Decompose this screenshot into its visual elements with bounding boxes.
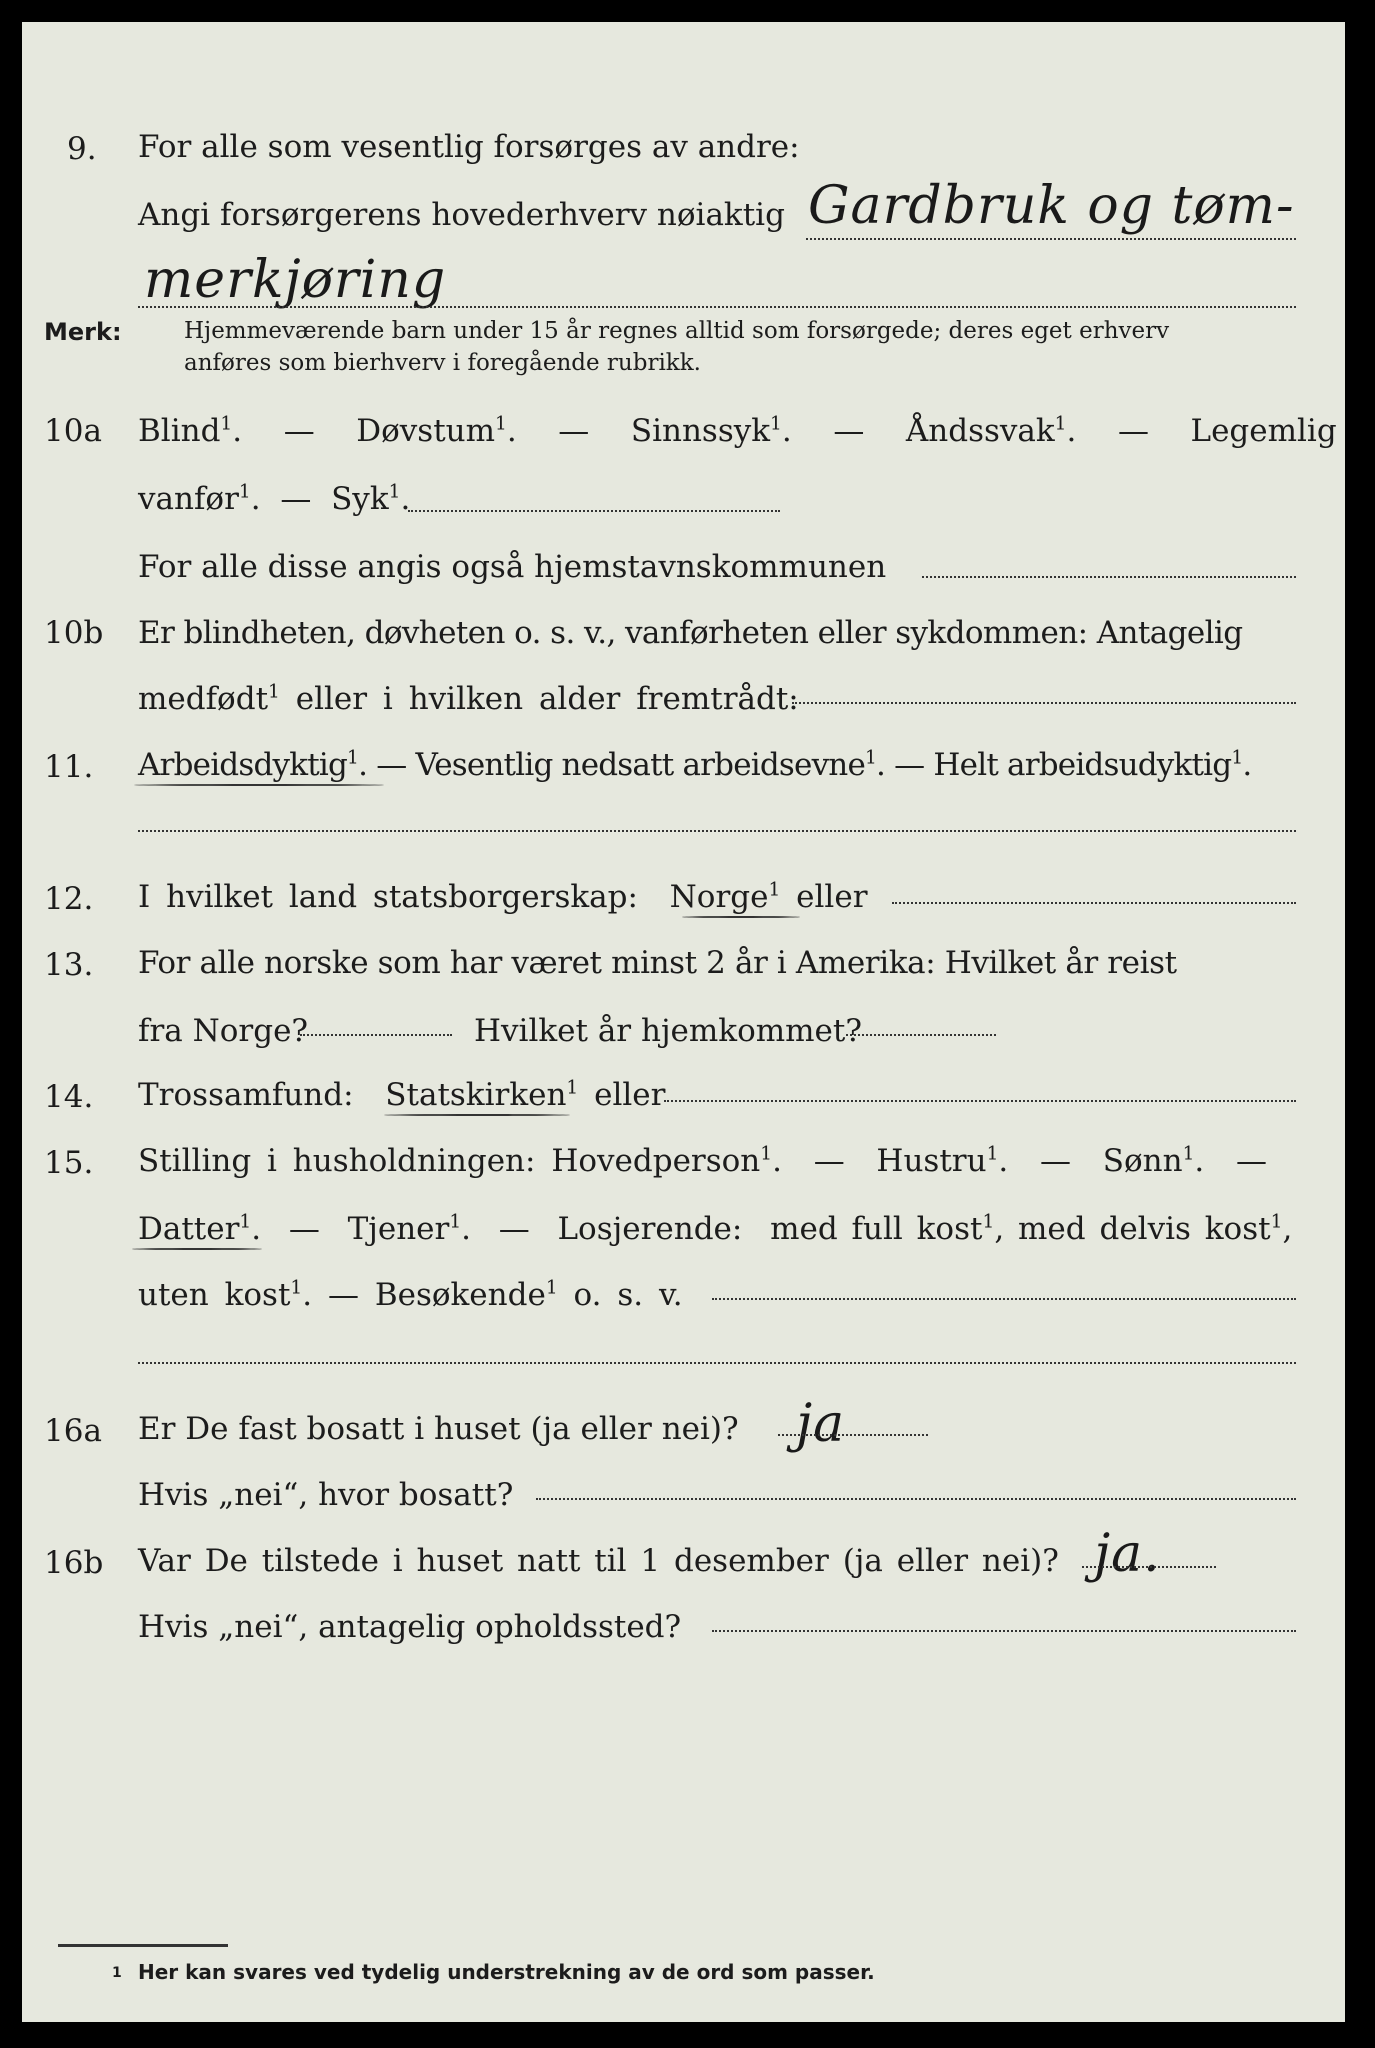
- q16b-number: 16b: [44, 1545, 104, 1581]
- q9-handwritten-answer-1: Gardbruk og tøm-: [808, 176, 1295, 236]
- q15-answer-line-1: [712, 1298, 1296, 1300]
- q15-answer-line-2: [138, 1362, 1296, 1364]
- q15-line3: uten kost$^1$. — Besøkende$^1$ o. s. v.: [138, 1277, 683, 1313]
- q13-line2a: fra Norge?: [138, 1013, 309, 1049]
- option-datter: Datter: [138, 1211, 240, 1247]
- q9-line1: For alle som vesentlig forsørges av andre:: [138, 129, 800, 165]
- q11-answer-line: [138, 830, 1296, 832]
- q9-answer-line-1: [806, 238, 1296, 240]
- q10a-line2: vanfør$^1$. — Syk$^1$.: [138, 481, 411, 517]
- q10b-line1: Er blindheten, døvheten o. s. v., vanførheten eller sykdommen: Antagelig: [138, 615, 1243, 651]
- q12-line: I hvilket land statsborgerskap: Norge$^1$ eller: [138, 879, 868, 915]
- q10a-line3: For alle disse angis også hjemstavnskommunen: [138, 549, 887, 585]
- option-syk: Syk: [331, 481, 389, 517]
- q14-answer-line: [664, 1100, 1296, 1102]
- q9-handwritten-answer-2: merkjøring: [144, 250, 447, 310]
- q14-number: 14.: [44, 1079, 94, 1115]
- q11-number: 11.: [44, 749, 94, 785]
- option-tjener: Tjener: [347, 1211, 450, 1247]
- q13-hjemkommet-line: [846, 1034, 996, 1036]
- q16a-handwritten-answer: ja: [796, 1394, 846, 1454]
- q16b-opholdssted-line: [712, 1630, 1296, 1632]
- q12-number: 12.: [44, 881, 94, 917]
- q11-line1: Arbeidsdyktig$^1$. — Vesentlig nedsatt arbeidsevne$^1$. — Helt arbeidsudyktig$^1$.: [138, 747, 1252, 783]
- option-vanfor: vanfør: [138, 481, 239, 517]
- q13-reist-line: [300, 1034, 452, 1036]
- option-statskirken: Statskirken: [385, 1077, 567, 1113]
- census-form-page: [22, 22, 1345, 2022]
- q10a-line1: Blind$^1$. — Døvstum$^1$. — Sinnssyk$^1$. — Åndssvak$^1$. — Legemlig: [138, 413, 1337, 449]
- option-besokende: Besøkende: [374, 1277, 546, 1313]
- q10b-answer-line: [792, 702, 1296, 704]
- footnote-text: Her kan svares ved tydelig understrekning av de ord som passer.: [138, 1960, 875, 1984]
- option-hustru: Hustru: [876, 1143, 987, 1179]
- q10b-line2: medfødt$^1$ eller i hvilken alder fremtrådt:: [138, 681, 799, 717]
- footnote-mark: 1: [112, 1965, 122, 1981]
- statskirken-underline: [384, 1114, 570, 1116]
- q15-number: 15.: [44, 1145, 94, 1181]
- arbeidsdyktig-underline: [134, 784, 384, 786]
- datter-underline: [132, 1248, 262, 1250]
- q16b-line1: Var De tilstede i huset natt til 1 desember (ja eller nei)?: [138, 1543, 1059, 1579]
- option-helt-arbeidsudyktig: Helt arbeidsudyktig: [933, 747, 1232, 783]
- q13-line2b: Hvilket år hjemkommet?: [474, 1013, 862, 1049]
- q16b-line2: Hvis „nei“, antagelig opholdssted?: [138, 1609, 682, 1645]
- merk-line1: Hjemmeværende barn under 15 år regnes alltid som forsørgede; deres eget erhverv: [184, 318, 1170, 344]
- option-dovstum: Døvstum: [356, 413, 496, 449]
- option-hovedperson: Hovedperson: [551, 1143, 761, 1179]
- q10a-hjemstavn-line: [922, 576, 1296, 578]
- q9-line2: Angi forsørgerens hovederhverv nøiaktig: [138, 197, 785, 233]
- option-andssvak: Åndssvak: [905, 413, 1055, 449]
- option-legemlig: Legemlig: [1190, 413, 1337, 449]
- q16a-line1: Er De fast bosatt i huset (ja eller nei)?: [138, 1411, 739, 1447]
- q15-line1: Stilling i husholdningen: Hovedperson$^1$. — Hustru$^1$. — Sønn$^1$. —: [138, 1143, 1267, 1179]
- q9-answer-line-2: [138, 306, 1296, 308]
- q16b-answer-line: [1082, 1566, 1216, 1568]
- option-uten-kost: uten kost: [138, 1277, 291, 1313]
- q16a-answer-line: [778, 1434, 928, 1436]
- q10b-number: 10b: [44, 615, 104, 651]
- q13-line1: For alle norske som har været minst 2 år i Amerika: Hvilket år reist: [138, 945, 1177, 981]
- q16a-bosatt-line: [536, 1498, 1296, 1500]
- q15-line2: Datter$^1$. — Tjener$^1$. — Losjerende: med full kost$^1$, med delvis kost$^1$,: [138, 1211, 1293, 1247]
- merk-line2: anføres som bierhverv i foregående rubrikk.: [184, 350, 701, 376]
- option-arbeidsdyktig: Arbeidsdyktig: [138, 747, 348, 783]
- option-vesentlig-nedsatt: Vesentlig nedsatt arbeidsevne: [415, 747, 865, 783]
- q10a-number: 10a: [44, 413, 102, 449]
- option-sonn: Sønn: [1102, 1143, 1183, 1179]
- q16a-line2: Hvis „nei“, hvor bosatt?: [138, 1477, 514, 1513]
- q16b-handwritten-answer: ja.: [1094, 1524, 1161, 1584]
- option-sinnssyk: Sinnssyk: [630, 413, 771, 449]
- footnote-rule: [58, 1944, 228, 1947]
- q14-line: Trossamfund: Statskirken$^1$ eller: [138, 1077, 666, 1113]
- option-med-delvis-kost: med delvis kost: [1018, 1211, 1271, 1247]
- option-norge: Norge: [669, 879, 769, 915]
- q16a-number: 16a: [44, 1413, 102, 1449]
- q9-number: 9.: [67, 131, 97, 167]
- q10a-syk-line: [408, 510, 780, 512]
- q12-answer-line: [892, 902, 1296, 904]
- norge-underline: [682, 916, 800, 918]
- merk-label: Merk:: [44, 318, 122, 346]
- q13-number: 13.: [44, 947, 94, 983]
- option-med-full-kost: med full kost: [770, 1211, 983, 1247]
- option-blind: Blind: [138, 413, 221, 449]
